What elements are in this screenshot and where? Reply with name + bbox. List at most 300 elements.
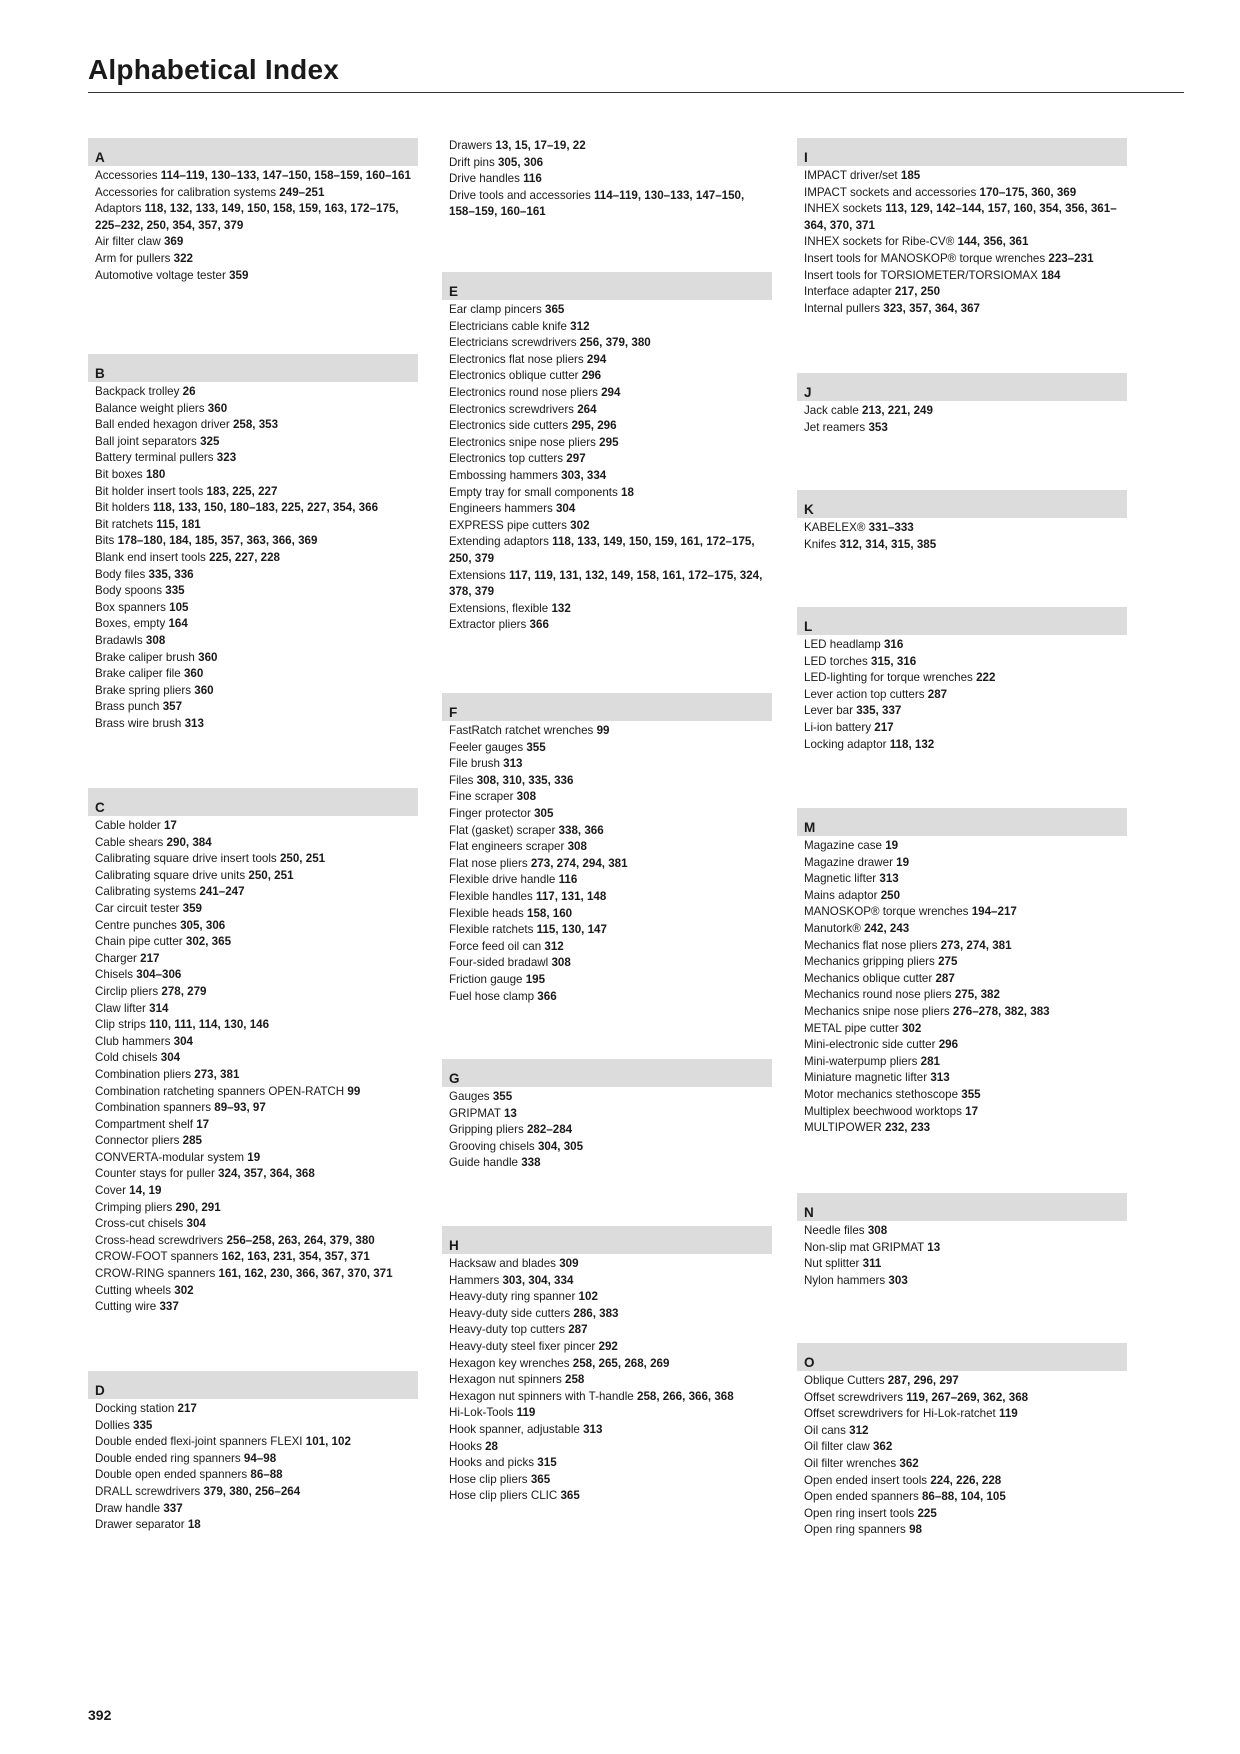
index-entry xyxy=(797,1087,1127,1104)
entry-term: Brake caliper brush xyxy=(95,650,195,664)
index-entry xyxy=(797,1070,1127,1087)
index-section-m xyxy=(797,808,1127,1137)
entry-term: Brass wire brush xyxy=(95,716,182,730)
entry-pages: 304 xyxy=(160,1051,181,1065)
entry-pages: 101, 102 xyxy=(305,1435,351,1449)
index-entry xyxy=(88,1100,418,1117)
entry-term: Mechanics flat nose pliers xyxy=(804,938,938,952)
entry-pages: 353 xyxy=(868,420,888,434)
entry-pages: 308, 310, 335, 336 xyxy=(476,773,574,787)
entry-pages: 304 xyxy=(173,1034,193,1048)
index-entry xyxy=(797,420,1127,437)
entry-pages: 114–119, 130–133, 147–150, 158–159, 160–161 xyxy=(160,169,411,182)
entry-term: Hose clip pliers xyxy=(449,1472,528,1486)
index-entry xyxy=(797,1273,1127,1290)
entry-pages: 335, 336 xyxy=(148,567,194,581)
index-entry xyxy=(797,838,1127,855)
entry-term: Bit ratchets xyxy=(95,517,153,531)
entry-pages: 313 xyxy=(879,872,899,886)
entry-pages: 379, 380, 256–264 xyxy=(203,1484,301,1498)
entry-term: Flexible handles xyxy=(449,889,533,903)
entry-pages: 308 xyxy=(145,633,166,647)
entry-pages: 312, 314, 315, 385 xyxy=(839,537,937,551)
index-entry xyxy=(442,1439,772,1456)
entry-term: Gauges xyxy=(449,1090,490,1103)
entry-pages: 273, 274, 381 xyxy=(940,938,1012,952)
entry-pages: 323 xyxy=(216,451,237,465)
entry-term: Oil filter claw xyxy=(804,1440,870,1454)
entry-term: Manutork® xyxy=(804,921,861,935)
page-title: Alphabetical Index xyxy=(88,54,339,85)
entry-term: Files xyxy=(449,773,474,787)
entry-pages: 258, 265, 268, 269 xyxy=(572,1356,670,1370)
index-entry xyxy=(442,155,772,172)
entry-term: Mini-waterpump pliers xyxy=(804,1054,918,1068)
entry-term: LED-lighting for torque wrenches xyxy=(804,671,973,685)
entry-term: Hammers xyxy=(449,1273,500,1287)
entry-pages: 295 xyxy=(599,435,619,449)
index-entry xyxy=(88,1299,418,1316)
entry-term: Locking adaptor xyxy=(804,737,887,751)
entry-term: Multiplex beechwood worktops xyxy=(804,1104,962,1118)
entry-term: Circlip pliers xyxy=(95,984,159,998)
entry-term: Electronics round nose pliers xyxy=(449,385,598,399)
entry-term: Hexagon nut spinners xyxy=(449,1373,562,1387)
entry-term: Magnetic lifter xyxy=(804,872,877,886)
index-entry xyxy=(88,1484,418,1501)
entry-pages: 335 xyxy=(133,1418,153,1432)
index-section-e xyxy=(442,272,772,634)
index-entry xyxy=(797,1004,1127,1021)
entry-pages: 325 xyxy=(200,434,220,448)
index-entry xyxy=(797,871,1127,888)
entry-pages: 161, 162, 230, 366, 367, 370, 371 xyxy=(218,1267,393,1281)
entry-term: Counter stays for puller xyxy=(95,1167,215,1181)
index-entry xyxy=(797,1522,1127,1539)
entry-term: Friction gauge xyxy=(449,972,523,986)
entry-term: Guide handle xyxy=(449,1156,518,1170)
entry-pages: 241–247 xyxy=(199,885,245,899)
entry-term: Internal pullers xyxy=(804,301,881,315)
entry-pages: 256–258, 263, 264, 379, 380 xyxy=(226,1233,375,1247)
section-header: O xyxy=(797,1343,1127,1371)
entry-term: Electronics oblique cutter xyxy=(449,369,579,383)
section-header: I xyxy=(797,138,1127,166)
index-entry xyxy=(88,918,418,935)
index-entry xyxy=(442,385,772,402)
entry-pages: 242, 243 xyxy=(864,921,910,935)
index-entry xyxy=(442,302,772,319)
index-entry xyxy=(797,1489,1127,1506)
entry-term: CROW-RING spanners xyxy=(95,1267,216,1281)
section-header: A xyxy=(88,138,418,166)
entry-term: Combination ratcheting spanners OPEN-RATCH xyxy=(95,1084,345,1098)
entry-term: Ear clamp pincers xyxy=(449,303,542,316)
index-entry xyxy=(797,720,1127,737)
index-entry xyxy=(797,921,1127,938)
entry-term: Backpack trolley xyxy=(95,385,180,398)
entry-term: Offset screwdrivers for Hi-Lok-ratchet xyxy=(804,1407,996,1421)
entry-term: Cable holder xyxy=(95,819,161,832)
index-entry xyxy=(797,954,1127,971)
index-entry xyxy=(442,335,772,352)
entry-term: Extensions xyxy=(449,568,506,582)
index-entry xyxy=(442,955,772,972)
index-entry xyxy=(88,1050,418,1067)
entry-term: Extractor pliers xyxy=(449,618,527,632)
entry-term: Open ended insert tools xyxy=(804,1473,928,1487)
section-header: M xyxy=(797,808,1127,836)
index-entry xyxy=(797,1256,1127,1273)
entry-term: Engineers hammers xyxy=(449,502,553,516)
entry-term: Fine scraper xyxy=(449,790,514,804)
entry-term: INHEX sockets xyxy=(804,202,882,216)
index-entry xyxy=(442,789,772,806)
entry-pages: 164 xyxy=(168,617,188,631)
index-entry xyxy=(797,1423,1127,1440)
entry-pages: 14, 19 xyxy=(129,1184,162,1198)
entry-pages: 362 xyxy=(872,1440,893,1454)
entry-pages: 282–284 xyxy=(526,1123,573,1137)
entry-pages: 308 xyxy=(867,1224,888,1237)
entry-term: Club hammers xyxy=(95,1034,171,1048)
entry-term: Hooks xyxy=(449,1439,482,1453)
index-entry xyxy=(797,1223,1127,1240)
entry-pages: 118, 133, 150, 180–183, 225, 227, 354, 366 xyxy=(153,501,379,515)
entry-pages: 369 xyxy=(163,235,184,249)
index-entry xyxy=(442,1089,772,1106)
index-entry xyxy=(442,773,772,790)
entry-pages: 250, 251 xyxy=(279,852,326,866)
index-entry xyxy=(797,1120,1127,1137)
index-entry xyxy=(797,520,1127,537)
entry-pages: 256, 379, 380 xyxy=(579,336,651,350)
entry-pages: 287, 296, 297 xyxy=(887,1374,959,1387)
index-entry xyxy=(797,737,1127,754)
entry-pages: 132 xyxy=(551,601,571,615)
entry-term: Double open ended spanners xyxy=(95,1468,248,1482)
index-entry xyxy=(797,268,1127,285)
entry-pages: 99 xyxy=(347,1084,361,1098)
entry-term: Docking station xyxy=(95,1402,175,1415)
index-entry xyxy=(88,1117,418,1134)
entry-pages: 285 xyxy=(182,1134,202,1148)
index-entry xyxy=(442,1256,772,1273)
index-section-f xyxy=(442,693,772,1005)
entry-term: Heavy-duty side cutters xyxy=(449,1306,571,1320)
index-entry xyxy=(88,517,418,534)
index-entry xyxy=(442,889,772,906)
index-entry xyxy=(88,1401,418,1418)
index-entry xyxy=(88,268,418,285)
index-entry xyxy=(442,872,772,889)
entry-pages: 313 xyxy=(583,1422,603,1436)
index-entry xyxy=(797,1104,1127,1121)
index-entry xyxy=(442,435,772,452)
index-entry xyxy=(442,1372,772,1389)
index-entry xyxy=(797,1506,1127,1523)
entry-pages: 314 xyxy=(149,1001,169,1015)
entry-pages: 338 xyxy=(521,1156,541,1170)
section-header: E xyxy=(442,272,772,300)
index-entry xyxy=(88,868,418,885)
entry-term: Hook spanner, adjustable xyxy=(449,1422,580,1436)
index-entry xyxy=(88,1434,418,1451)
index-entry xyxy=(797,703,1127,720)
entry-term: Battery terminal pullers xyxy=(95,451,214,465)
entry-term: Mini-electronic side cutter xyxy=(804,1038,936,1052)
entry-pages: 184 xyxy=(1041,268,1061,282)
entry-term: Drive tools and accessories xyxy=(449,188,591,202)
entry-pages: 365 xyxy=(560,1489,580,1503)
entry-term: Air filter claw xyxy=(95,235,161,249)
entry-term: Interface adapter xyxy=(804,285,892,299)
entry-pages: 302 xyxy=(570,518,590,532)
index-entry xyxy=(797,1390,1127,1407)
entry-term: Combination pliers xyxy=(95,1067,192,1081)
entry-pages: 366 xyxy=(537,989,557,1003)
index-entry xyxy=(797,654,1127,671)
entry-term: Claw lifter xyxy=(95,1001,146,1015)
entry-pages: 178–180, 184, 185, 357, 363, 366, 369 xyxy=(117,534,318,548)
entry-term: LED headlamp xyxy=(804,638,881,651)
index-entry xyxy=(442,171,772,188)
entry-pages: 315, 316 xyxy=(871,654,917,668)
entry-term: Ball joint separators xyxy=(95,434,197,448)
index-entry xyxy=(442,451,772,468)
entry-pages: 355 xyxy=(526,740,546,754)
entry-term: Electricians screwdrivers xyxy=(449,336,577,350)
entry-term: EXPRESS pipe cutters xyxy=(449,518,567,532)
entry-term: DRALL screwdrivers xyxy=(95,1484,201,1498)
index-entry xyxy=(88,1150,418,1167)
entry-pages: 294 xyxy=(586,352,607,366)
index-entry xyxy=(88,1283,418,1300)
index-entry xyxy=(88,1266,418,1283)
entry-term: Hexagon nut spinners with T-handle xyxy=(449,1389,634,1403)
index-entry xyxy=(88,934,418,951)
index-entry xyxy=(88,633,418,650)
entry-pages: 273, 381 xyxy=(194,1067,240,1081)
entry-term: Force feed oil can xyxy=(449,939,542,953)
entry-term: Blank end insert tools xyxy=(95,550,206,564)
entry-pages: 297 xyxy=(566,452,586,466)
entry-pages: 225 xyxy=(917,1506,937,1520)
entry-pages: 308 xyxy=(516,790,537,804)
entry-pages: 281 xyxy=(920,1054,940,1068)
entry-term: Box spanners xyxy=(95,600,166,614)
index-entry xyxy=(88,1034,418,1051)
entry-pages: 287 xyxy=(568,1323,588,1337)
entry-term: Cold chisels xyxy=(95,1051,158,1065)
index-section-c xyxy=(88,788,418,1316)
entry-pages: 117, 131, 148 xyxy=(536,889,607,903)
entry-pages: 360 xyxy=(183,667,204,681)
entry-pages: 308 xyxy=(567,840,587,854)
index-section-j xyxy=(797,373,1127,436)
entry-term: Flexible heads xyxy=(449,906,524,920)
entry-pages: 170–175, 360, 369 xyxy=(979,185,1077,199)
entry-pages: 26 xyxy=(182,385,196,398)
entry-term: Adaptors xyxy=(95,202,142,216)
index-entry xyxy=(442,468,772,485)
entry-pages: 311 xyxy=(862,1257,882,1271)
index-entry xyxy=(88,600,418,617)
entry-pages: 17 xyxy=(965,1104,979,1118)
index-section-n xyxy=(797,1193,1127,1289)
entry-term: Hi-Lok-Tools xyxy=(449,1406,514,1420)
index-entry xyxy=(797,971,1127,988)
entry-term: Needle files xyxy=(804,1224,865,1237)
entry-term: Bit boxes xyxy=(95,467,143,481)
entry-pages: 13 xyxy=(503,1106,517,1120)
entry-pages: 117, 119, 131, 132, 149, 158, 161, 172–175, 324, 378, 379 xyxy=(449,568,763,599)
entry-term: Magazine case xyxy=(804,839,882,852)
entry-term: Cross-head screwdrivers xyxy=(95,1233,224,1247)
index-entry xyxy=(797,1439,1127,1456)
index-entry xyxy=(797,403,1127,420)
entry-term: LED torches xyxy=(804,654,868,668)
index-entry xyxy=(797,687,1127,704)
index-entry xyxy=(88,550,418,567)
entry-term: Electronics snipe nose pliers xyxy=(449,435,596,449)
index-entry xyxy=(442,1422,772,1439)
entry-pages: 305 xyxy=(534,806,554,820)
index-section-h xyxy=(442,1226,772,1505)
entry-pages: 313 xyxy=(930,1071,950,1085)
entry-pages: 337 xyxy=(163,1501,183,1515)
entry-pages: 302 xyxy=(174,1283,194,1297)
index-entry xyxy=(88,500,418,517)
entry-term: Insert tools for TORSIOMETER/TORSIOMAX xyxy=(804,268,1038,282)
entry-term: Clip strips xyxy=(95,1018,146,1032)
section-header: L xyxy=(797,607,1127,635)
entry-term: CONVERTA-modular system xyxy=(95,1150,245,1164)
entry-pages: 287 xyxy=(927,687,948,701)
entry-pages: 313 xyxy=(503,757,523,771)
entry-term: Insert tools for MANOSKOP® torque wrenches xyxy=(804,251,1046,265)
index-entry xyxy=(442,723,772,740)
entry-pages: 316 xyxy=(883,638,904,651)
index-entry xyxy=(88,1216,418,1233)
index-entry xyxy=(797,637,1127,654)
index-entry xyxy=(88,168,418,185)
section-header: N xyxy=(797,1193,1127,1221)
entry-term: Combination spanners xyxy=(95,1101,212,1115)
index-entry xyxy=(88,1084,418,1101)
index-entry xyxy=(797,1406,1127,1423)
entry-pages: 296 xyxy=(581,369,602,383)
entry-term: Chisels xyxy=(95,968,134,982)
entry-pages: 258, 266, 366, 368 xyxy=(637,1389,734,1403)
entry-term: Heavy-duty steel fixer pincer xyxy=(449,1339,596,1353)
entry-pages: 185 xyxy=(900,169,921,182)
index-entry xyxy=(88,818,418,835)
index-entry xyxy=(88,434,418,451)
index-entry xyxy=(88,1133,418,1150)
index-entry xyxy=(797,938,1127,955)
index-entry xyxy=(442,856,772,873)
entry-pages: 162, 163, 231, 354, 357, 371 xyxy=(221,1250,370,1264)
index-entry xyxy=(797,855,1127,872)
entry-pages: 365 xyxy=(545,303,565,316)
entry-term: Cutting wheels xyxy=(95,1283,172,1297)
index-entry xyxy=(88,716,418,733)
index-entry xyxy=(442,1472,772,1489)
index-entry xyxy=(442,972,772,989)
entry-pages: 360 xyxy=(198,650,218,664)
entry-term: Brake spring pliers xyxy=(95,683,192,697)
index-entry xyxy=(88,1249,418,1266)
entry-term: Nut splitter xyxy=(804,1257,860,1271)
entry-pages: 275, 382 xyxy=(954,988,1000,1002)
index-entry xyxy=(442,939,772,956)
entry-term: Gripping pliers xyxy=(449,1123,524,1137)
entry-pages: 86–88, 104, 105 xyxy=(921,1490,1006,1504)
entry-pages: 114–119, 130–133, 147–150, 158–159, 160–161 xyxy=(449,188,745,219)
index-entry xyxy=(88,901,418,918)
entry-pages: 258, 353 xyxy=(232,418,279,432)
title-divider xyxy=(88,92,1184,93)
entry-term: Feeler gauges xyxy=(449,740,524,754)
entry-term: Car circuit tester xyxy=(95,901,180,915)
entry-term: Grooving chisels xyxy=(449,1139,535,1153)
index-entry xyxy=(797,234,1127,251)
index-entry xyxy=(442,1289,772,1306)
entry-pages: 315 xyxy=(537,1456,557,1470)
index-entry xyxy=(797,1240,1127,1257)
entry-term: Jack cable xyxy=(804,404,859,417)
index-entry xyxy=(797,904,1127,921)
entry-term: Fuel hose clamp xyxy=(449,989,535,1003)
entry-pages: 113, 129, 142–144, 157, 160, 354, 356, 361–364, 370, 371 xyxy=(804,202,1117,232)
entry-pages: 312 xyxy=(849,1423,869,1437)
entry-pages: 225, 227, 228 xyxy=(209,550,281,564)
index-section-b xyxy=(88,354,418,732)
entry-pages: 194–217 xyxy=(971,905,1017,919)
entry-term: IMPACT sockets and accessories xyxy=(804,185,977,199)
index-entry xyxy=(88,450,418,467)
entry-pages: 359 xyxy=(229,268,249,282)
index-entry xyxy=(442,1155,772,1172)
entry-term: MULTIPOWER xyxy=(804,1121,882,1135)
index-entry xyxy=(797,1054,1127,1071)
entry-term: Mechanics snipe nose pliers xyxy=(804,1004,950,1018)
index-entry xyxy=(88,1166,418,1183)
index-entry xyxy=(797,888,1127,905)
entry-pages: 360 xyxy=(194,683,214,697)
entry-term: Connector pliers xyxy=(95,1134,180,1148)
index-entry xyxy=(442,188,772,221)
entry-pages: 324, 357, 364, 368 xyxy=(218,1167,315,1181)
index-entry xyxy=(442,1106,772,1123)
entry-pages: 304 xyxy=(555,502,576,516)
entry-term: Hexagon key wrenches xyxy=(449,1356,570,1370)
entry-term: Body files xyxy=(95,567,146,581)
index-entry xyxy=(797,537,1127,554)
index-entry xyxy=(442,839,772,856)
entry-pages: 180 xyxy=(145,467,166,481)
entry-term: Mechanics oblique cutter xyxy=(804,971,933,985)
index-entry xyxy=(88,951,418,968)
entry-pages: 264 xyxy=(577,402,597,416)
index-entry xyxy=(88,533,418,550)
entry-term: Calibrating square drive units xyxy=(95,868,246,882)
index-entry xyxy=(88,984,418,1001)
entry-pages: 250, 251 xyxy=(248,868,294,882)
entry-pages: 115, 181 xyxy=(156,517,201,531)
index-entry xyxy=(797,1037,1127,1054)
